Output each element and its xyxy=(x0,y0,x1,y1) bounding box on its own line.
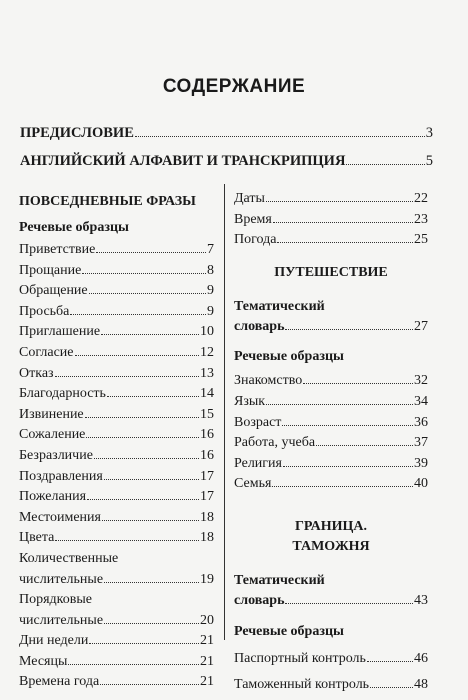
section-title-customs: ТАМОЖНЯ xyxy=(292,538,370,554)
entry-label-line2-row xyxy=(19,570,214,591)
toc-entry[interactable] xyxy=(19,343,214,364)
dot-leader xyxy=(346,164,424,165)
section-title-travel: ПУТЕШЕСТВИЕ xyxy=(274,264,388,280)
entry-page: 12 xyxy=(200,344,214,360)
entry-label: Отказ xyxy=(19,365,54,381)
dot-leader xyxy=(75,355,200,356)
entry-page: 13 xyxy=(200,365,214,381)
travel-items-list xyxy=(234,371,428,495)
dot-leader xyxy=(285,329,413,330)
entry-label: Религия xyxy=(234,455,282,471)
entry-page: 7 xyxy=(207,242,214,257)
dot-leader xyxy=(86,437,199,438)
entry-label: словарь xyxy=(234,592,285,608)
toc-entry[interactable] xyxy=(234,454,428,475)
thematic-dictionary-label: Тематический xyxy=(234,572,325,588)
dot-leader xyxy=(55,540,199,541)
entry-page: 37 xyxy=(414,435,428,451)
entry-page: 18 xyxy=(200,530,214,546)
toc-entry[interactable] xyxy=(234,646,428,672)
column-divider xyxy=(224,184,225,640)
entry-page: 17 xyxy=(200,489,214,505)
entry-page: 9 xyxy=(207,303,214,319)
border-items-list xyxy=(234,646,428,698)
entry-label: Дни недели xyxy=(19,633,89,649)
entry-label: АНГЛИЙСКИЙ АЛФАВИТ И ТРАНСКРИПЦИЯ xyxy=(20,153,346,169)
entry-label: Времена года xyxy=(19,674,100,690)
dot-leader xyxy=(104,623,199,624)
entry-label: Просьба xyxy=(19,303,70,319)
entry-page: 39 xyxy=(414,455,428,471)
entry-label-line2: числительные xyxy=(19,612,104,628)
dot-leader xyxy=(68,664,199,665)
toc-entry[interactable] xyxy=(19,261,214,282)
entry-label: Месяцы xyxy=(19,653,68,669)
entry-page: 32 xyxy=(414,373,428,389)
dot-leader xyxy=(85,417,199,418)
entry-label-line1: Порядковые xyxy=(19,592,92,608)
dot-leader xyxy=(303,383,413,384)
dot-leader xyxy=(277,242,413,243)
dot-leader xyxy=(266,404,413,405)
dot-leader xyxy=(89,293,206,294)
entry-label-line2: числительные xyxy=(19,571,104,587)
toc-entry[interactable] xyxy=(234,413,428,434)
toc-entry[interactable] xyxy=(19,425,214,446)
toc-entry[interactable] xyxy=(234,474,428,495)
dot-leader xyxy=(367,661,413,662)
dot-leader xyxy=(94,458,199,459)
entry-page: 46 xyxy=(414,650,428,666)
toc-entry[interactable] xyxy=(19,508,214,529)
entry-page: 10 xyxy=(200,324,214,340)
dot-leader xyxy=(104,582,199,583)
dot-leader xyxy=(82,273,206,274)
section-title-everyday: ПОВСЕДНЕВНЫЕ ФРАЗЫ xyxy=(19,194,196,209)
entry-page: 17 xyxy=(200,468,214,484)
dot-leader xyxy=(101,334,199,335)
entry-label: Местоимения xyxy=(19,509,101,525)
entry-page: 14 xyxy=(200,386,214,402)
toc-entry-multiline[interactable] xyxy=(19,590,214,631)
dot-leader xyxy=(370,687,413,688)
toc-entry[interactable] xyxy=(19,405,214,426)
toc-entry-multiline[interactable] xyxy=(19,549,214,590)
entry-label: Извинение xyxy=(19,406,84,422)
dot-leader xyxy=(70,314,206,315)
toc-entry[interactable] xyxy=(234,433,428,454)
toc-entry[interactable] xyxy=(19,364,214,385)
entry-label: Согласие xyxy=(19,344,74,360)
dot-leader xyxy=(272,486,413,487)
entry-label: Паспортный контроль xyxy=(234,650,366,666)
entry-label-line1: Количественные xyxy=(19,550,119,566)
toc-entry[interactable] xyxy=(19,281,214,302)
entry-label: Благодарность xyxy=(19,386,106,402)
dot-leader xyxy=(285,603,413,604)
subtitle-speech-patterns: Речевые образцы xyxy=(19,220,129,235)
entry-label: Работа, учеба xyxy=(234,435,316,451)
entry-page: 25 xyxy=(414,232,428,248)
toc-entry[interactable] xyxy=(19,487,214,508)
dot-leader xyxy=(87,499,199,500)
entry-page: 21 xyxy=(200,633,214,649)
dot-leader xyxy=(107,396,199,397)
entry-label: Погода xyxy=(234,232,277,248)
toc-entry[interactable] xyxy=(19,302,214,323)
dot-leader xyxy=(283,466,413,467)
entry-label: Семья xyxy=(234,476,272,492)
dot-leader xyxy=(135,136,425,137)
entry-label: Приветствие xyxy=(19,242,96,257)
entry-label: Пожелания xyxy=(19,489,87,505)
toc-entry-alphabet[interactable] xyxy=(20,153,433,170)
toc-entry-border-dictionary[interactable] xyxy=(234,591,428,612)
entry-page: 15 xyxy=(200,406,214,422)
left-column xyxy=(19,192,214,693)
toc-entry[interactable] xyxy=(234,210,428,231)
entry-page: 23 xyxy=(414,211,428,227)
toc-entry[interactable] xyxy=(234,392,428,413)
entry-label: словарь xyxy=(234,318,285,334)
entry-label: Знакомство xyxy=(234,373,303,389)
entry-page: 5 xyxy=(425,153,433,169)
toc-entry[interactable] xyxy=(19,240,214,261)
entry-label: Сожаление xyxy=(19,427,86,443)
entry-label: Обращение xyxy=(19,283,88,299)
entry-label: Время xyxy=(234,211,272,227)
right-top-list xyxy=(234,189,428,251)
entry-label: Таможенный контроль xyxy=(234,676,370,692)
dot-leader xyxy=(89,643,199,644)
entry-label-line2-row xyxy=(19,611,214,632)
entry-label: ПРЕДИСЛОВИЕ xyxy=(20,125,134,141)
toc-entry[interactable] xyxy=(19,631,214,652)
entry-page: 21 xyxy=(200,674,214,690)
entry-page: 19 xyxy=(200,571,214,587)
dot-leader xyxy=(102,520,199,521)
toc-entry[interactable] xyxy=(19,528,214,549)
entry-page: 20 xyxy=(200,612,214,628)
page-title: СОДЕРЖАНИЕ xyxy=(162,76,306,97)
toc-entry[interactable] xyxy=(234,230,428,251)
entry-page: 16 xyxy=(200,427,214,443)
entry-page: 9 xyxy=(207,283,214,299)
entry-label: Прощание xyxy=(19,262,82,278)
thematic-dictionary-label: Тематический xyxy=(234,298,325,314)
dot-leader xyxy=(100,684,199,685)
dot-leader xyxy=(266,201,413,202)
dot-leader xyxy=(96,252,206,253)
entry-label: Цвета xyxy=(19,530,55,546)
entry-page: 22 xyxy=(414,191,428,206)
toc-entry-preface[interactable] xyxy=(20,125,433,142)
right-column xyxy=(234,189,428,698)
dot-leader xyxy=(55,376,199,377)
toc-entry-travel-dictionary[interactable] xyxy=(234,317,428,338)
toc-entry[interactable] xyxy=(19,672,214,693)
entry-label: Язык xyxy=(234,393,266,409)
entry-label: Поздравления xyxy=(19,468,103,484)
entry-label: Возраст xyxy=(234,414,282,430)
toc-entry[interactable] xyxy=(19,322,214,343)
entry-page: 48 xyxy=(414,676,428,692)
subtitle-speech-patterns: Речевые образцы xyxy=(234,623,344,639)
dot-leader xyxy=(282,425,413,426)
entry-page: 43 xyxy=(414,592,428,608)
left-multiline-list xyxy=(19,549,214,631)
toc-entry[interactable] xyxy=(234,371,428,392)
entry-page: 8 xyxy=(207,262,214,278)
entry-page: 21 xyxy=(200,653,214,669)
entry-page: 16 xyxy=(200,447,214,463)
entry-page: 18 xyxy=(200,509,214,525)
entry-page: 40 xyxy=(414,476,428,492)
toc-entry[interactable] xyxy=(19,384,214,405)
toc-entry[interactable] xyxy=(19,652,214,673)
entry-label: Даты xyxy=(234,191,265,206)
toc-entry[interactable] xyxy=(234,672,428,698)
dot-leader xyxy=(273,222,413,223)
entry-label: Безразличие xyxy=(19,447,93,463)
dot-leader xyxy=(316,445,413,446)
toc-entry[interactable] xyxy=(19,446,214,467)
subtitle-speech-patterns: Речевые образцы xyxy=(234,349,344,365)
left-items-list xyxy=(19,240,214,549)
toc-entry[interactable] xyxy=(234,189,428,210)
section-title-border: ГРАНИЦА. xyxy=(294,518,368,534)
entry-page: 36 xyxy=(414,414,428,430)
entry-page: 3 xyxy=(425,125,433,141)
entry-page: 34 xyxy=(414,393,428,409)
entry-page: 27 xyxy=(414,318,428,334)
toc-entry[interactable] xyxy=(19,467,214,488)
left-tail-list xyxy=(19,631,214,693)
entry-label: Приглашение xyxy=(19,324,101,340)
dot-leader xyxy=(104,479,199,480)
